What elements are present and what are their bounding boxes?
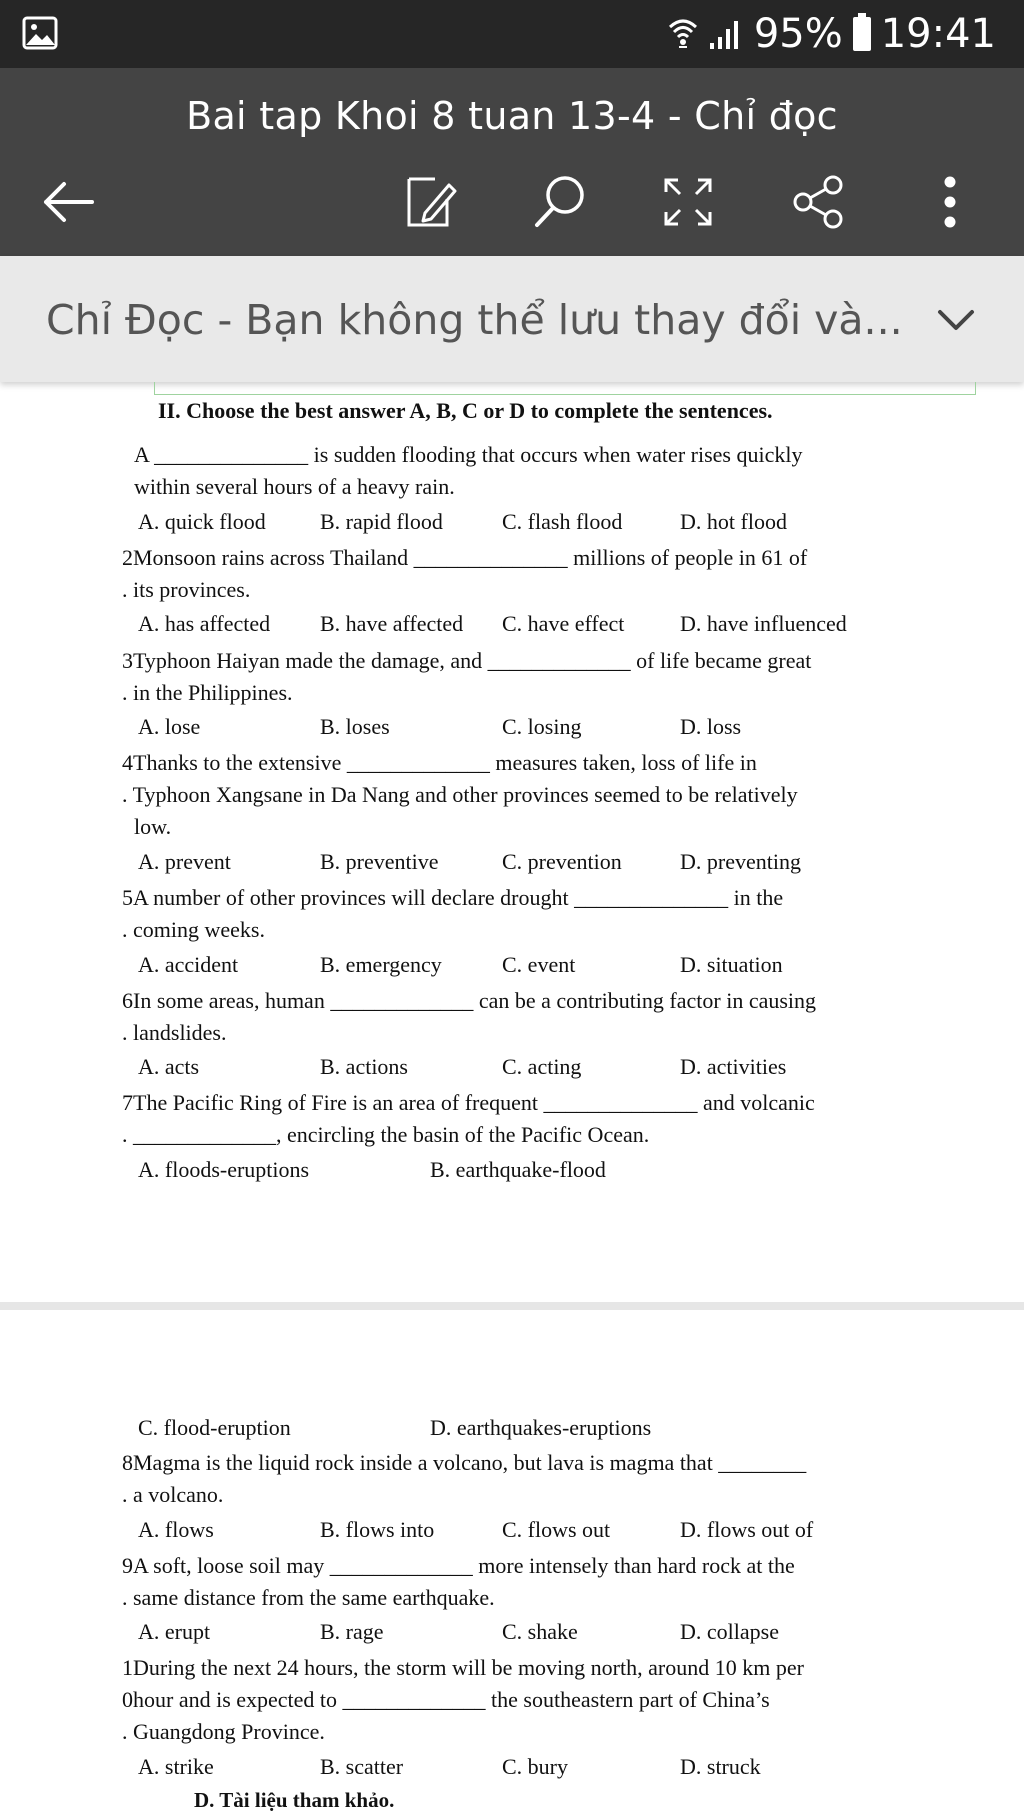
q1-option-c: C. flash flood [502,509,623,534]
reference-heading: D. Tài liệu tham khảo. [194,1788,395,1812]
question-4-line-2: . Typhoon Xangsane in Da Nang and other provinces seemed to be relatively [122,782,798,807]
question-10-line-1: 1During the next 24 hours, the storm will be moving north, around 10 km per [122,1655,804,1680]
question-9-line-1: 9A soft, loose soil may _____________ more intensely than hard rock at the [122,1553,795,1578]
q7-option-c: C. flood-eruption [138,1415,291,1440]
share-button[interactable] [780,164,856,240]
edit-button[interactable] [392,164,468,240]
q7-option-b: B. earthquake-flood [430,1157,606,1182]
q9-option-a: A. erupt [138,1619,211,1644]
clock: 19:41 [880,11,996,57]
q10-option-a: A. strike [138,1754,214,1779]
battery-icon [853,17,871,51]
back-button[interactable] [30,164,106,240]
q6-option-d: D. activities [680,1054,787,1079]
q9-option-b: B. rage [320,1619,384,1644]
question-4-line-1: 4Thanks to the extensive _____________ measures taken, loss of life in [122,750,757,775]
q7-option-d: D. earthquakes-eruptions [430,1415,652,1440]
question-5-line-2: . coming weeks. [122,917,265,942]
question-8-line-2: . a volcano. [122,1482,224,1507]
q8-option-c: C. flows out [502,1517,611,1542]
q9-option-d: D. collapse [680,1619,779,1644]
question-6-line-2: . landslides. [122,1020,227,1045]
app-bar [0,68,1024,256]
more-options-button[interactable] [912,164,988,240]
q6-option-a: A. acts [138,1054,200,1079]
status-bar [0,0,1024,68]
q8-option-d: D. flows out of [680,1517,814,1542]
q10-option-d: D. struck [680,1754,761,1779]
question-3-line-2: . in the Philippines. [122,680,293,705]
gallery-notification-icon [22,16,58,50]
q3-option-d: D. loss [680,714,742,739]
question-8-line-1: 8Magma is the liquid rock inside a volcano, but lava is magma that ________ [122,1450,807,1475]
q5-option-a: A. accident [138,952,239,977]
q2-option-d: D. have influenced [680,611,847,636]
battery-percent: 95% [753,11,843,57]
q10-option-b: B. scatter [320,1754,404,1779]
q4-option-d: D. preventing [680,849,801,874]
question-7-line-2: . _____________, encircling the basin of the Pacific Ocean. [122,1122,650,1147]
q6-option-b: B. actions [320,1054,408,1079]
read-only-message: Chỉ Đọc - Bạn không thể lưu thay đổi và... [46,296,903,344]
document-title: Bai tap Khoi 8 tuan 13-4 - Chỉ đọc [186,94,838,138]
question-2-line-2: . its provinces. [122,577,251,602]
question-7-line-1: 7The Pacific Ring of Fire is an area of frequent ______________ and volcanic [122,1090,815,1115]
fullscreen-button[interactable] [650,164,726,240]
status-right [668,8,996,60]
more-vertical-icon [935,174,965,230]
search-icon [531,173,589,231]
question-4-line-3: low. [134,814,172,839]
question-10-line-2: 0hour and is expected to _____________ the southeastern part of China’s [122,1687,770,1712]
q3-option-c: C. losing [502,714,582,739]
q8-option-a: A. flows [138,1517,214,1542]
question-1-line-2: within several hours of a heavy rain. [134,474,455,499]
section-heading: II. Choose the best answer A, B, C or D to complete the sentences. [158,398,773,423]
q1-option-b: B. rapid flood [320,509,443,534]
q4-option-b: B. preventive [320,849,439,874]
q2-option-b: B. have affected [320,611,464,636]
q8-option-b: B. flows into [320,1517,435,1542]
q5-option-c: C. event [502,952,576,977]
question-2-line-1: 2Monsoon rains across Thailand ______________ millions of people in 61 of [122,545,808,570]
q7-option-a: A. floods-eruptions [138,1157,310,1182]
q3-option-a: A. lose [138,714,201,739]
q4-option-a: A. prevent [138,849,231,874]
q1-option-d: D. hot flood [680,509,787,534]
question-3-line-1: 3Typhoon Haiyan made the damage, and _____________ of life became great [122,648,812,673]
q1-option-a: A. quick flood [138,509,266,534]
q4-option-c: C. prevention [502,849,622,874]
question-6-line-1: 6In some areas, human _____________ can be a contributing factor in causing [122,988,817,1013]
q10-option-c: C. bury [502,1754,568,1779]
q9-option-c: C. shake [502,1619,578,1644]
page-break-divider [0,1302,1024,1310]
wifi-icon [668,17,698,51]
q3-option-b: B. loses [320,714,390,739]
question-10-line-3: . Guangdong Province. [122,1719,325,1744]
q6-option-c: C. acting [502,1054,582,1079]
question-9-line-2: . same distance from the same earthquake. [122,1585,495,1610]
read-only-banner[interactable] [0,256,1024,382]
table-border-remnant [154,382,976,395]
search-button[interactable] [522,164,598,240]
back-arrow-icon [40,174,96,230]
q2-option-a: A. has affected [138,611,271,636]
question-1-line-1: A ______________ is sudden flooding that occurs when water rises quickly [134,442,803,467]
q2-option-c: C. have effect [502,611,625,636]
share-icon [789,173,847,231]
question-5-line-1: 5A number of other provinces will declare drought ______________ in the [122,885,784,910]
fullscreen-icon [660,174,716,230]
q5-option-b: B. emergency [320,952,442,977]
q5-option-d: D. situation [680,952,783,977]
signal-icon [708,17,744,51]
chevron-down-icon[interactable] [928,292,984,348]
edit-document-icon [401,173,459,231]
